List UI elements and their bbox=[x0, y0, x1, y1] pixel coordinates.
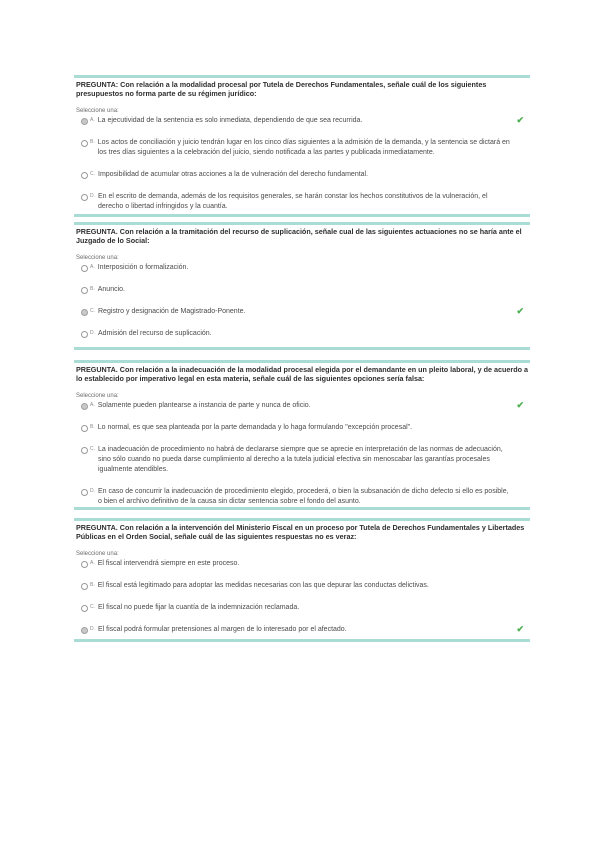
radio-selected-icon[interactable] bbox=[81, 118, 88, 125]
answer-option[interactable] bbox=[74, 116, 530, 126]
answer-option[interactable] bbox=[74, 307, 530, 317]
option-text: El fiscal intervendrá siempre en este proceso. bbox=[97, 560, 240, 567]
answer-option[interactable] bbox=[74, 329, 530, 339]
radio-selected-icon[interactable] bbox=[81, 627, 88, 634]
option-letter: D. bbox=[90, 193, 95, 199]
option-letter: A. bbox=[90, 560, 95, 566]
option-text: El fiscal no puede fijar la cuantía de la indemnización reclamada. bbox=[98, 604, 300, 611]
option-letter: A. bbox=[90, 264, 95, 270]
answer-option[interactable] bbox=[74, 423, 530, 433]
check-icon: ✔ bbox=[516, 624, 524, 634]
answer-option[interactable] bbox=[74, 581, 530, 591]
radio-icon[interactable] bbox=[81, 172, 88, 179]
option-text: En caso de concurrir la inadecuación de procedimiento elegido, procederá, o bien la subsanación de dicho defecto si ello es posible, o bien el archivo definitivo de la causa sin dictar sentencia sobre el fondo del asunto. bbox=[98, 488, 509, 505]
option-letter: B. bbox=[90, 424, 95, 430]
answer-option[interactable] bbox=[74, 487, 530, 507]
radio-selected-icon[interactable] bbox=[81, 403, 88, 410]
option-text: Registro y designación de Magistrado-Ponente. bbox=[98, 308, 246, 315]
option-letter: B. bbox=[90, 286, 95, 292]
select-one-label: Seleccione una: bbox=[76, 393, 119, 399]
answer-option[interactable] bbox=[74, 263, 530, 273]
radio-selected-icon[interactable] bbox=[81, 309, 88, 316]
select-one-label: Seleccione una: bbox=[76, 108, 119, 114]
option-text: El fiscal está legitimado para adoptar las medidas necesarias con las que depurar las conductas delictivas. bbox=[97, 582, 429, 589]
option-text: Los actos de conciliación y juicio tendrán lugar en los cinco días siguientes a la admisión de la demanda, y la sentencia se dictará en los tres días siguientes a la celebración del juicio, siendo notificada a las partes y publicada inmediatamente. bbox=[97, 139, 510, 156]
answer-options bbox=[74, 116, 530, 214]
radio-icon[interactable] bbox=[81, 447, 88, 454]
radio-icon[interactable] bbox=[81, 583, 88, 590]
option-text: Anuncio. bbox=[97, 286, 125, 293]
question-card bbox=[74, 360, 530, 510]
radio-icon[interactable] bbox=[81, 331, 88, 338]
answer-option[interactable] bbox=[74, 625, 530, 635]
check-icon: ✔ bbox=[516, 306, 524, 316]
option-text: Interposición o formalización. bbox=[97, 264, 189, 271]
question-card bbox=[74, 222, 530, 350]
option-letter: C. bbox=[90, 604, 95, 610]
check-icon: ✔ bbox=[516, 400, 524, 410]
radio-icon[interactable] bbox=[81, 287, 88, 294]
answer-option[interactable] bbox=[74, 285, 530, 295]
answer-option[interactable] bbox=[74, 603, 530, 613]
answer-options bbox=[74, 559, 530, 637]
option-letter: A. bbox=[90, 117, 95, 123]
question-title: PREGUNTA. Con relación a la inadecuación de la modalidad procesal elegida por el demandante en un pleito laboral, y de acuerdo a lo establecido por imperativo legal en esta materia, señale cuál de las siguientes opciones sería falsa: bbox=[76, 365, 528, 383]
answer-option[interactable] bbox=[74, 192, 530, 212]
radio-icon[interactable] bbox=[81, 425, 88, 432]
radio-icon[interactable] bbox=[81, 605, 88, 612]
answer-option[interactable] bbox=[74, 559, 530, 569]
option-letter: C. bbox=[90, 171, 95, 177]
answer-option[interactable] bbox=[74, 401, 530, 411]
radio-icon[interactable] bbox=[81, 194, 88, 201]
answer-option[interactable] bbox=[74, 138, 530, 158]
question-title: PREGUNTA: Con relación a la modalidad procesal por Tutela de Derechos Fundamentales, señale cuál de los siguientes presupuestos no forma parte de su régimen jurídico: bbox=[76, 80, 487, 98]
radio-icon[interactable] bbox=[81, 140, 88, 147]
option-text: Admisión del recurso de suplicación. bbox=[98, 330, 212, 337]
option-letter: C. bbox=[90, 308, 95, 314]
option-letter: B. bbox=[90, 582, 95, 588]
select-one-label: Seleccione una: bbox=[76, 255, 119, 261]
option-letter: C. bbox=[90, 446, 95, 452]
question-card bbox=[74, 518, 530, 642]
answer-options bbox=[74, 263, 530, 341]
option-text: La inadecuación de procedimiento no habrá de declararse siempre que se aprecie en interpretación de las normas de adecuación, sino sólo cuando no pueda darse cumplimiento al derecho a la tutela judicial efectiva sin menoscabar las garantías procesales igualmente atendibles. bbox=[98, 446, 503, 473]
option-text: El fiscal podrá formular pretensiones al margen de lo interesado por el afectado. bbox=[98, 626, 347, 633]
radio-icon[interactable] bbox=[81, 561, 88, 568]
option-letter: A. bbox=[90, 402, 95, 408]
check-icon: ✔ bbox=[516, 115, 524, 125]
option-letter: B. bbox=[90, 139, 95, 145]
question-title: PREGUNTA. Con relación a la tramitación del recurso de suplicación, señale cual de las siguientes actuaciones no se haría ante el Juzgado de lo Social: bbox=[76, 227, 522, 245]
question-card bbox=[74, 75, 530, 217]
radio-icon[interactable] bbox=[81, 265, 88, 272]
option-letter: D. bbox=[90, 330, 95, 336]
option-text: La ejecutividad de la sentencia es solo inmediata, dependiendo de que sea recurrida. bbox=[97, 117, 363, 124]
question-title: PREGUNTA. Con relación a la intervención del Ministerio Fiscal en un proceso por Tutela de Derechos Fundamentales y Libertades Públicas en el Orden Social, señale cuál de las siguientes respuestas no es veraz: bbox=[76, 523, 525, 541]
answer-options bbox=[74, 401, 530, 509]
option-letter: D. bbox=[90, 488, 95, 494]
select-one-label: Seleccione una: bbox=[76, 551, 119, 557]
answer-option[interactable] bbox=[74, 445, 530, 475]
option-text: Imposibilidad de acumular otras acciones a la de vulneración del derecho fundamental. bbox=[98, 171, 369, 178]
option-text: Lo normal, es que sea planteada por la parte demandada y lo haga formulando "excepción procesal". bbox=[97, 424, 413, 431]
option-text: Solamente pueden plantearse a instancia de parte y nunca de oficio. bbox=[97, 402, 311, 409]
option-text: En el escrito de demanda, además de los requisitos generales, se harán constar los hechos constitutivos de la vulneración, el derecho o libertad infringidos y la cuantía. bbox=[98, 193, 488, 210]
radio-icon[interactable] bbox=[81, 489, 88, 496]
answer-option[interactable] bbox=[74, 170, 530, 180]
option-letter: D. bbox=[90, 626, 95, 632]
